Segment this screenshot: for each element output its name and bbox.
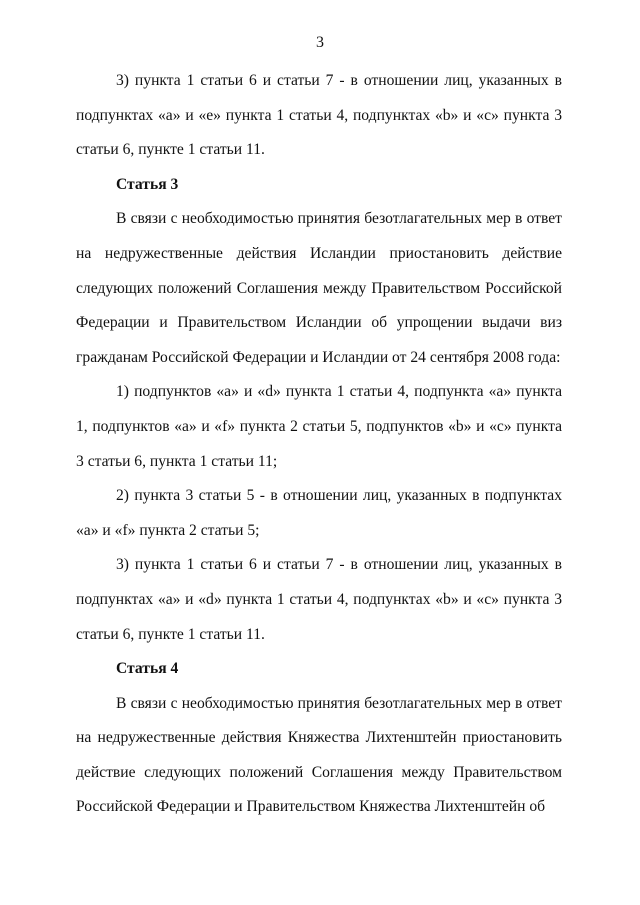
paragraph: В связи с необходимостью принятия безотлагательных мер в ответ на недружественные действия Княжества Лихтенштейн приостановить действие следующих положений Соглашения между Правительством Российской Федерации и Правительством Княжества Лихтенштейн об (76, 694, 562, 816)
list-item: 2) пункта 3 статьи 5 - в отношении лиц, указанных в подпунктах «а» и «f» пункта 2 статьи 5; (76, 487, 562, 539)
article-heading: Статья 4 (116, 660, 179, 678)
list-item: 1) подпунктов «а» и «d» пункта 1 статьи 4, подпункта «а» пункта 1, подпунктов «а» и «f» пункта 2 статьи 5, подпунктов «b» и «с» пункта 3 статьи 6, пункта 1 статьи 11; (76, 383, 562, 470)
list-item: 3) пункта 1 статьи 6 и статьи 7 - в отношении лиц, указанных в подпунктах «а» и «е» пункта 1 статьи 4, подпунктах «b» и «с» пункта 3 статьи 6, пункте 1 статьи 11. (76, 72, 562, 159)
article-heading: Статья 3 (116, 175, 179, 193)
document-body (76, 64, 562, 825)
paragraph: В связи с необходимостью принятия безотлагательных мер в ответ на недружественные действия Исландии приостановить действие следующих положений Соглашения между Правительством Российской Федерации и Правительством Исландии об упрощении выдачи виз гражданам Российской Федерации и Исландии от 24 сентября 2008 года: (76, 210, 562, 366)
list-item: 3) пункта 1 статьи 6 и статьи 7 - в отношении лиц, указанных в подпунктах «а» и «d» пункта 1 статьи 4, подпунктах «b» и «с» пункта 3 статьи 6, пункте 1 статьи 11. (76, 556, 562, 643)
page-number: 3 (316, 34, 324, 51)
